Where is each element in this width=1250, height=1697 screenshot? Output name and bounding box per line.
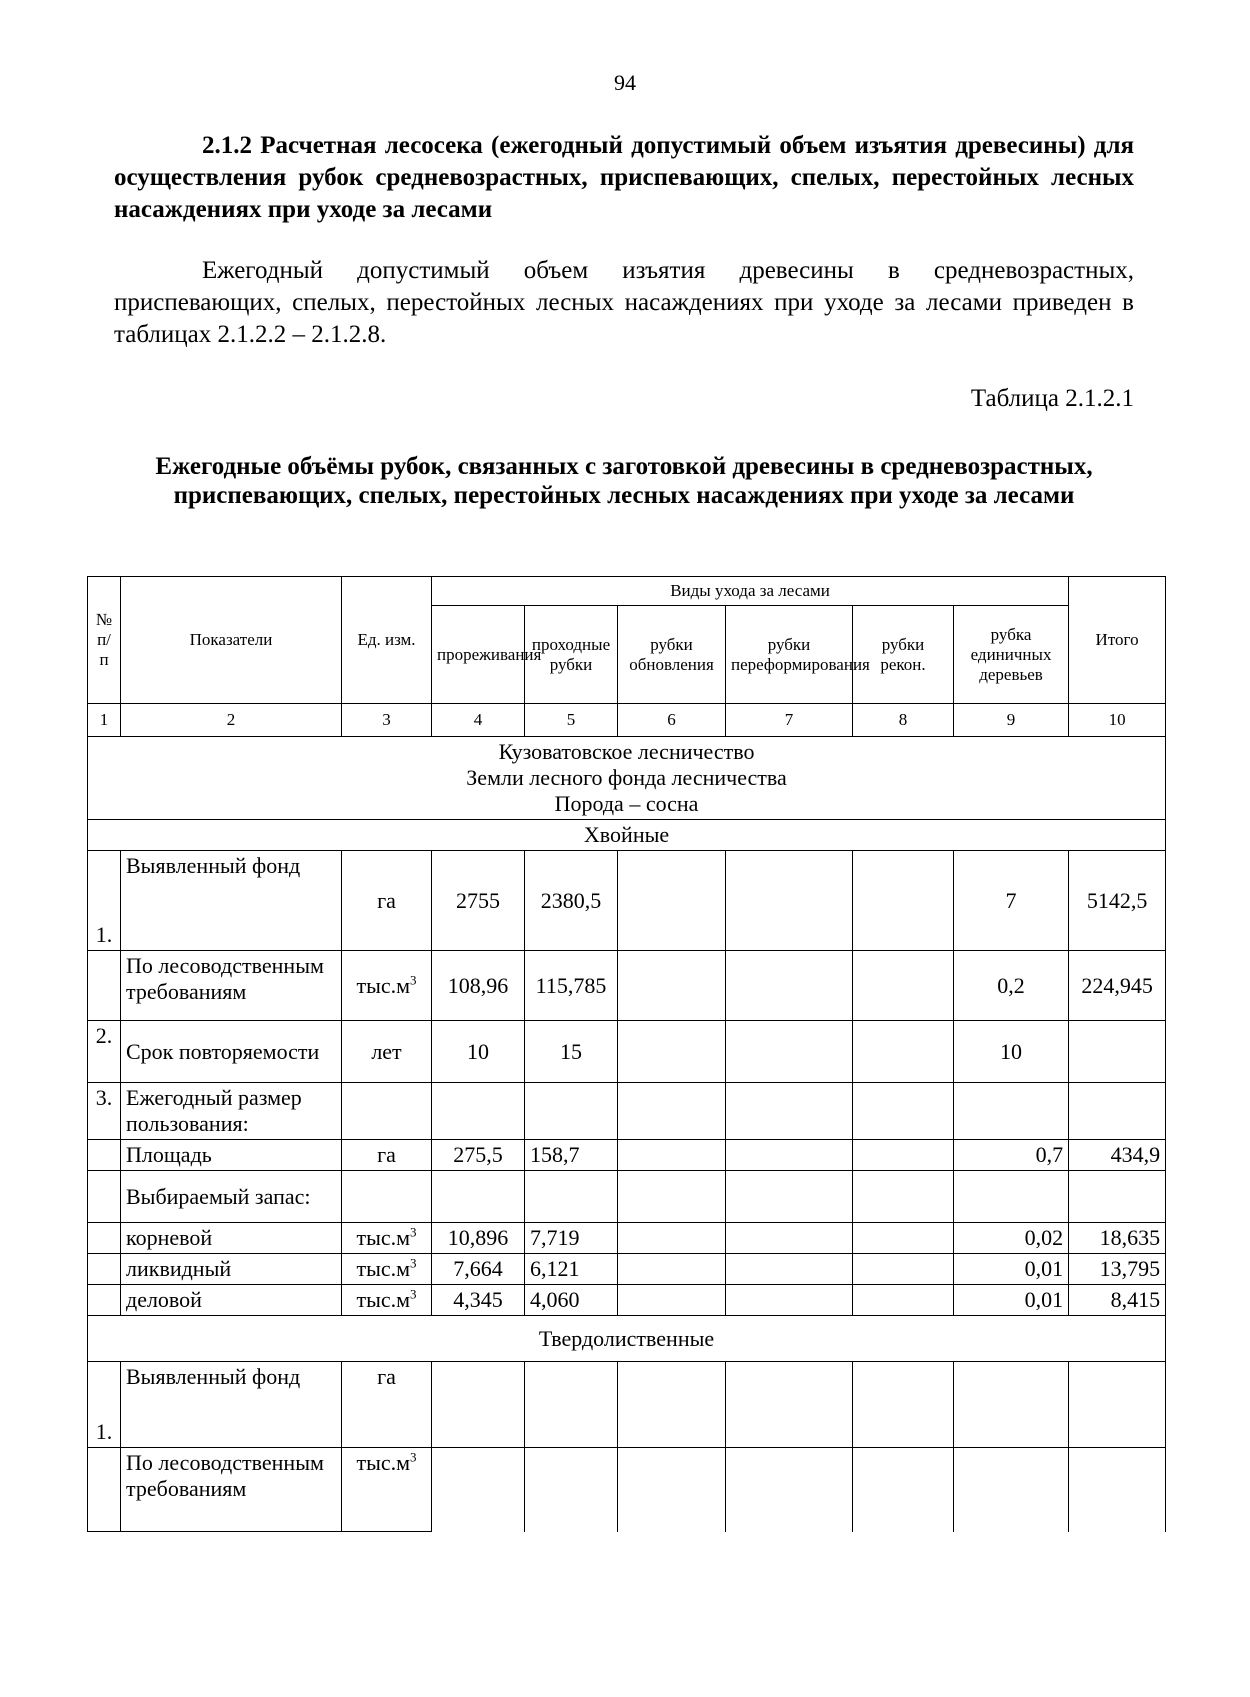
cell-c9: 0,01 [954,1285,1069,1316]
data-table [87,576,1166,1532]
table-row [88,1362,1166,1448]
section-heading: 2.1.2 Расчетная лесосека (ежегодный допустимый объем изъятия древесины) для осуществления рубок средневозрастных, приспевающих, спелых, перестойных лесных насаждениях при уходе за лесами [114,132,1134,223]
table-caption: Таблица 2.1.2.1 [970,385,1134,412]
cell-c4: 10 [432,1021,525,1083]
header-num: № п/п [88,577,121,704]
row-unit: га [342,851,432,951]
row-unit: $тыс.м^3$ [342,1223,432,1254]
column-number: 6 [618,704,726,737]
cell-total: 434,9 [1069,1140,1166,1171]
row-label: Ежегодный размер пользования: [121,1083,342,1140]
section-row [88,737,1166,820]
cell-c4: 10,896 [432,1223,525,1254]
column-number: 8 [853,704,954,737]
column-number: 1 [88,704,121,737]
group-row-hardwoods [88,1316,1166,1362]
row-num: 1. [88,1362,121,1448]
row-unit: лет [342,1021,432,1083]
cell-c9: 0,2 [954,951,1069,1021]
row-num: 2. [88,1021,121,1083]
cell-c4: 108,96 [432,951,525,1021]
column-number: 4 [432,704,525,737]
header-group: Виды ухода за лесами [432,577,1069,606]
table-row [88,1171,1166,1223]
table-title: Ежегодные объёмы рубок, связанных с заготовкой древесины в средневозрастных, приспевающих, спелых, перестойных лесных насаждениях при уходе за лесами [155,453,1093,509]
column-number: 7 [726,704,853,737]
cell-c5: 4,060 [525,1285,618,1316]
section-title [88,737,1166,820]
header-c9: рубка единичных деревьев [954,606,1069,704]
header-c7: рубки переформирования [726,606,853,704]
table-row [88,1140,1166,1171]
cell-total: 224,945 [1069,951,1166,1021]
column-number: 10 [1069,704,1166,737]
row-unit: га [342,1140,432,1171]
cell-c5: 158,7 [525,1140,618,1171]
column-number-row [88,704,1166,737]
table-row [88,1083,1166,1140]
cell-c9: 0,01 [954,1254,1069,1285]
cell-c9: 10 [954,1021,1069,1083]
cell-c9: 0,02 [954,1223,1069,1254]
page-number: 94 [614,70,636,95]
row-label: По лесоводственным требованиям [121,951,342,1021]
row-unit: $тыс.м^3$ [342,1254,432,1285]
header-row-1 [88,577,1166,606]
row-label: Площадь [121,1140,342,1171]
cell-c4: 275,5 [432,1140,525,1171]
row-unit: $тыс.м^3$ [342,1285,432,1316]
land-category: Земли лесного фонда лесничества [466,765,787,790]
row-label: Выбираемый запас: [121,1171,342,1223]
header-c8: рубки рекон. [853,606,954,704]
header-total: Итого [1069,577,1166,704]
table-row [88,1448,1166,1532]
row-unit: $тыс.м^3$ [342,1448,432,1532]
row-num: 3. [88,1083,121,1140]
row-label: деловой [121,1285,342,1316]
forestry-name: Кузоватовское лесничество [498,739,755,764]
row-label: корневой [121,1223,342,1254]
cell-total: 18,635 [1069,1223,1166,1254]
cell-c5: 6,121 [525,1254,618,1285]
cell-c5: 115,785 [525,951,618,1021]
row-label: Выявленный фонд [121,1362,342,1448]
cell-c4: 4,345 [432,1285,525,1316]
cell-c5: 15 [525,1021,618,1083]
tree-species: Порода – сосна [554,791,699,816]
table-row [88,1021,1166,1083]
group-row-conifers [88,820,1166,851]
table-row [88,851,1166,951]
cell-total: 5142,5 [1069,851,1166,951]
cell-c9: 7 [954,851,1069,951]
cell-c5: 2380,5 [525,851,618,951]
column-number: 2 [121,704,342,737]
column-number: 5 [525,704,618,737]
header-c5: проходные рубки [525,606,618,704]
table-row [88,951,1166,1021]
header-indicators: Показатели [121,577,342,704]
row-unit: га [342,1362,432,1448]
table-row [88,1223,1166,1254]
row-label: ликвидный [121,1254,342,1285]
row-label: Срок повторяемости [121,1021,342,1083]
row-num: 1. [88,851,121,951]
row-label: По лесоводственным требованиям [121,1448,342,1532]
row-unit: $тыс.м^3$ [342,951,432,1021]
table-row [88,1254,1166,1285]
cell-c9: 0,7 [954,1140,1069,1171]
column-number: 3 [342,704,432,737]
header-c4: прореживания [432,606,525,704]
group-title: Твердолиственные [88,1316,1166,1362]
cell-c4: 7,664 [432,1254,525,1285]
cell-c4: 2755 [432,851,525,951]
cell-total: 13,795 [1069,1254,1166,1285]
header-c6: рубки обновления [618,606,726,704]
table-row [88,1285,1166,1316]
cell-c5: 7,719 [525,1223,618,1254]
group-title: Хвойные [88,820,1166,851]
row-label: Выявленный фонд [121,851,342,951]
column-number: 9 [954,704,1069,737]
body-paragraph: Ежегодный допустимый объем изъятия древесины в средневозрастных, приспевающих, спелых, перестойных лесных насаждениях при уходе за лесами приведен в таблицах 2.1.2.2 – 2.1.2.8. [114,257,1134,348]
cell-total: 8,415 [1069,1285,1166,1316]
header-unit: Ед. изм. [342,577,432,704]
